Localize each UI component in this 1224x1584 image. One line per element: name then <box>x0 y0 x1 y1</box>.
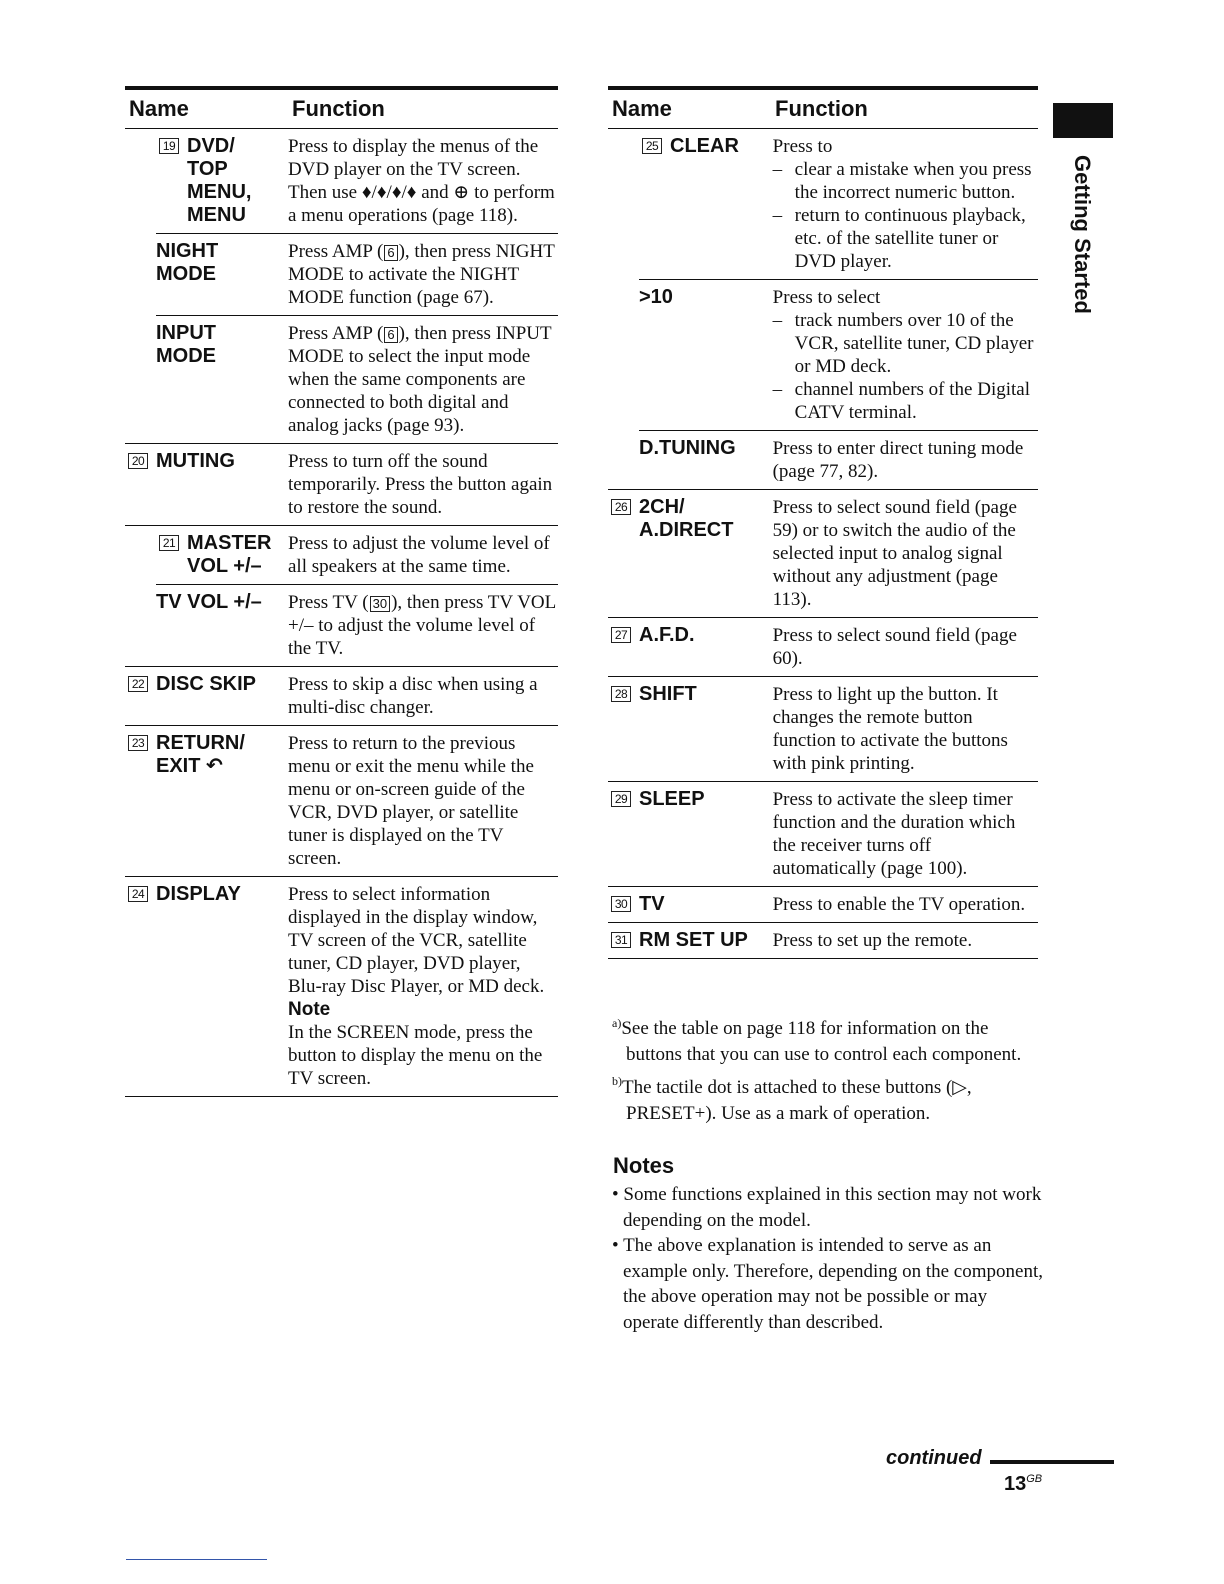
right-function-table <box>608 86 1038 959</box>
reference-number: 30 <box>370 596 390 612</box>
item-number: 21 <box>159 535 179 551</box>
table-row <box>125 444 558 526</box>
function-text: Press to turn off the sound temporarily. Press the button again to restore the sound. <box>288 451 553 518</box>
right-table-body <box>608 129 1038 959</box>
item-number <box>128 325 148 341</box>
function-text: Press to set up the remote. <box>772 930 973 951</box>
notes-list <box>612 1182 1044 1335</box>
button-name: SHIFT <box>639 683 697 705</box>
header-name: Name <box>612 96 672 121</box>
item-number: 31 <box>611 932 631 948</box>
button-name: TV VOL +/– <box>156 591 262 613</box>
table-row <box>608 618 1038 677</box>
function-description <box>773 683 1038 775</box>
section-tab-label: Getting Started <box>1070 155 1095 314</box>
function-text: Press AMP ( <box>288 323 384 344</box>
function-text: Press to select <box>772 287 881 308</box>
function-text: ), then press NIGHT MODE to activate the NIGHT MODE function (page 67). <box>288 241 555 308</box>
button-name-cell <box>125 591 288 660</box>
header-function: Function <box>775 96 868 121</box>
table-row <box>125 726 558 877</box>
button-name-cell <box>156 532 288 578</box>
footnote-mark: b) <box>612 1074 622 1089</box>
page-number-value: 13 <box>1004 1473 1027 1495</box>
item-number: 27 <box>611 627 631 643</box>
button-name-cell <box>608 788 773 880</box>
function-description <box>288 322 556 437</box>
function-description <box>773 893 1038 916</box>
function-subitem-text: channel numbers of the Digital CATV terminal. <box>794 379 1030 423</box>
item-number <box>128 594 148 610</box>
table-row <box>125 667 558 726</box>
function-description <box>288 135 556 227</box>
function-subitem-text: return to continuous playback, etc. of the satellite tuner or DVD player. <box>794 205 1026 272</box>
continued-label: continued <box>886 1447 982 1469</box>
table-row <box>608 887 1038 923</box>
function-text: Press to select information displayed in the display window, TV screen of the VCR, satellite tuner, CD player, DVD player, Blu-ray Disc Player, or MD deck. <box>288 884 545 997</box>
item-number: 19 <box>159 138 179 154</box>
footnote <box>612 1068 1042 1126</box>
function-text: Press to enable the TV operation. <box>772 894 1026 915</box>
note-text: In the SCREEN mode, press the button to display the menu on the TV screen. <box>288 1022 543 1089</box>
bottom-rule <box>126 1559 267 1560</box>
button-name: MUTING <box>156 450 235 472</box>
button-name: TV <box>639 893 665 915</box>
button-name-cell <box>156 135 288 227</box>
dash-mark: – <box>772 159 783 180</box>
button-name: INPUT MODE <box>156 322 216 367</box>
note-label: Note <box>288 999 331 1020</box>
reference-number: 6 <box>384 327 397 343</box>
item-number: 29 <box>611 791 631 807</box>
function-description <box>288 883 556 1090</box>
button-name-cell <box>639 135 773 273</box>
left-table-header <box>125 86 558 129</box>
table-row <box>639 129 1038 280</box>
function-description <box>773 496 1038 611</box>
function-description <box>773 788 1038 880</box>
button-name: DISC SKIP <box>156 673 257 695</box>
button-name-cell <box>608 683 773 775</box>
button-name-cell <box>156 240 288 309</box>
notes-item-text: Some functions explained in this section may not work depending on the model. <box>623 1184 1042 1231</box>
button-name: D.TUNING <box>639 437 736 459</box>
button-name-cell <box>125 322 288 437</box>
left-function-table <box>125 86 558 1097</box>
function-description <box>773 929 1038 952</box>
item-number: 24 <box>128 886 148 902</box>
item-number <box>611 440 631 456</box>
table-row <box>608 490 1038 618</box>
button-name-cell <box>125 732 288 870</box>
footnote <box>612 1010 1042 1068</box>
button-name: A.F.D. <box>639 624 695 646</box>
button-name: RETURN/ EXIT ↶ <box>156 732 245 777</box>
function-text: Press to select sound field (page 59) or to switch the audio of the selected input to analog signal without any adjustment (page 113). <box>772 497 1017 610</box>
page-number <box>1004 1473 1042 1496</box>
footnote-mark: a) <box>612 1016 622 1030</box>
footnote-text: The tactile dot is attached to these buttons (▷, PRESET+). Use as a mark of operation. <box>622 1076 972 1124</box>
section-tab-marker <box>1053 103 1113 138</box>
page-suffix: GB <box>1026 1473 1043 1486</box>
function-text: Press TV ( <box>288 592 369 613</box>
function-subitem-text: track numbers over 10 of the VCR, satellite tuner, CD player or MD deck. <box>794 310 1034 377</box>
dash-mark: – <box>772 205 783 226</box>
notes-item-text: The above explanation is intended to serve as an example only. Therefore, depending on the component, the above operation may not be possible or may operate differently than described. <box>623 1235 1043 1333</box>
notes-heading: Notes <box>613 1153 675 1178</box>
function-text: ), then press INPUT MODE to select the input mode when the same components are connected to both digital and analog jacks (page 93). <box>288 323 552 436</box>
function-description <box>288 732 556 870</box>
button-name-cell <box>608 929 773 952</box>
function-subitem-text: clear a mistake when you press the incorrect numeric button. <box>794 159 1032 203</box>
reference-number: 6 <box>384 245 397 261</box>
table-row <box>639 280 1038 431</box>
table-row <box>608 431 1038 490</box>
function-description <box>288 450 556 519</box>
button-name: 2CH/ A.DIRECT <box>639 496 734 541</box>
continued-bar <box>990 1460 1114 1464</box>
button-name-cell <box>608 624 773 670</box>
table-row <box>608 923 1038 959</box>
function-subitem <box>773 309 1038 378</box>
right-table-header <box>608 86 1038 129</box>
footnotes <box>612 1010 1042 1127</box>
function-description <box>773 624 1038 670</box>
item-number: 20 <box>128 453 148 469</box>
function-text: Press to display the menus of the DVD player on the TV screen. Then use ♦/♦/♦/♦ and ⊕ to perform a menu operations (page 118). <box>288 136 555 226</box>
button-name-cell <box>639 286 773 424</box>
table-row <box>156 234 558 316</box>
function-text: Press to activate the sleep timer function and the duration which the receiver turns off automatically (page 100). <box>772 789 1016 879</box>
function-text: Press to light up the button. It changes the remote button function to activate the buttons with pink printing. <box>772 684 1008 774</box>
item-number: 22 <box>128 676 148 692</box>
button-name-cell <box>125 883 288 1090</box>
function-text: Press to adjust the volume level of all speakers at the same time. <box>288 533 550 577</box>
item-number: 23 <box>128 735 148 751</box>
function-text: Press to skip a disc when using a multi-disc changer. <box>288 674 538 718</box>
item-number: 28 <box>611 686 631 702</box>
function-text: Press to enter direct tuning mode (page 77, 82). <box>772 438 1024 482</box>
function-text: Press AMP ( <box>288 241 384 262</box>
button-name: RM SET UP <box>639 929 748 951</box>
dash-mark: – <box>772 310 783 331</box>
table-row <box>608 782 1038 887</box>
function-subitem <box>773 204 1038 273</box>
button-name: >10 <box>639 286 673 308</box>
dash-mark: – <box>772 379 783 400</box>
item-number: 30 <box>611 896 631 912</box>
function-text: Press to return to the previous menu or exit the menu while the menu or on-screen guide of the VCR, DVD player, or satellite tuner is displayed on the TV screen. <box>288 733 534 869</box>
notes-item: • Some functions explained in this section may not work depending on the model. <box>612 1184 1042 1231</box>
button-name: DVD/ TOP MENU, MENU <box>187 135 252 226</box>
header-name: Name <box>129 96 189 121</box>
table-row <box>125 316 558 444</box>
button-name: NIGHT MODE <box>156 240 219 285</box>
header-function: Function <box>292 96 385 121</box>
function-description <box>773 437 1038 483</box>
button-name: MASTER VOL +/– <box>187 532 272 577</box>
button-name-cell <box>608 893 773 916</box>
function-text: ), then press TV VOL +/– to adjust the volume level of the TV. <box>288 592 556 659</box>
function-description <box>288 591 556 660</box>
button-name-cell <box>608 496 773 611</box>
button-name-cell <box>125 450 288 519</box>
table-row <box>125 877 558 1097</box>
function-description <box>773 286 1038 424</box>
table-row <box>156 129 558 234</box>
footnote-text: See the table on page 118 for information on the buttons that you can use to control each component. <box>621 1018 1022 1066</box>
item-number: 26 <box>611 499 631 515</box>
table-row <box>608 677 1038 782</box>
function-subitem <box>773 158 1038 204</box>
button-name-cell <box>125 673 288 719</box>
function-subitem <box>773 378 1038 424</box>
left-table-body <box>125 129 558 1097</box>
function-text: Press to <box>772 136 833 157</box>
button-name-cell <box>608 437 773 483</box>
function-description <box>288 532 556 578</box>
button-name: CLEAR <box>670 135 739 157</box>
table-row <box>125 585 558 667</box>
table-row <box>156 526 558 585</box>
function-description <box>773 135 1038 273</box>
notes-item: • The above explanation is intended to serve as an example only. Therefore, depending on the component, the above operation may not be possible or may operate differently than described. <box>612 1235 1043 1333</box>
function-description <box>288 240 556 309</box>
button-name: SLEEP <box>639 788 705 810</box>
item-number: 25 <box>642 138 662 154</box>
function-text: Press to select sound field (page 60). <box>772 625 1017 669</box>
function-description <box>288 673 556 719</box>
button-name: DISPLAY <box>156 883 241 905</box>
